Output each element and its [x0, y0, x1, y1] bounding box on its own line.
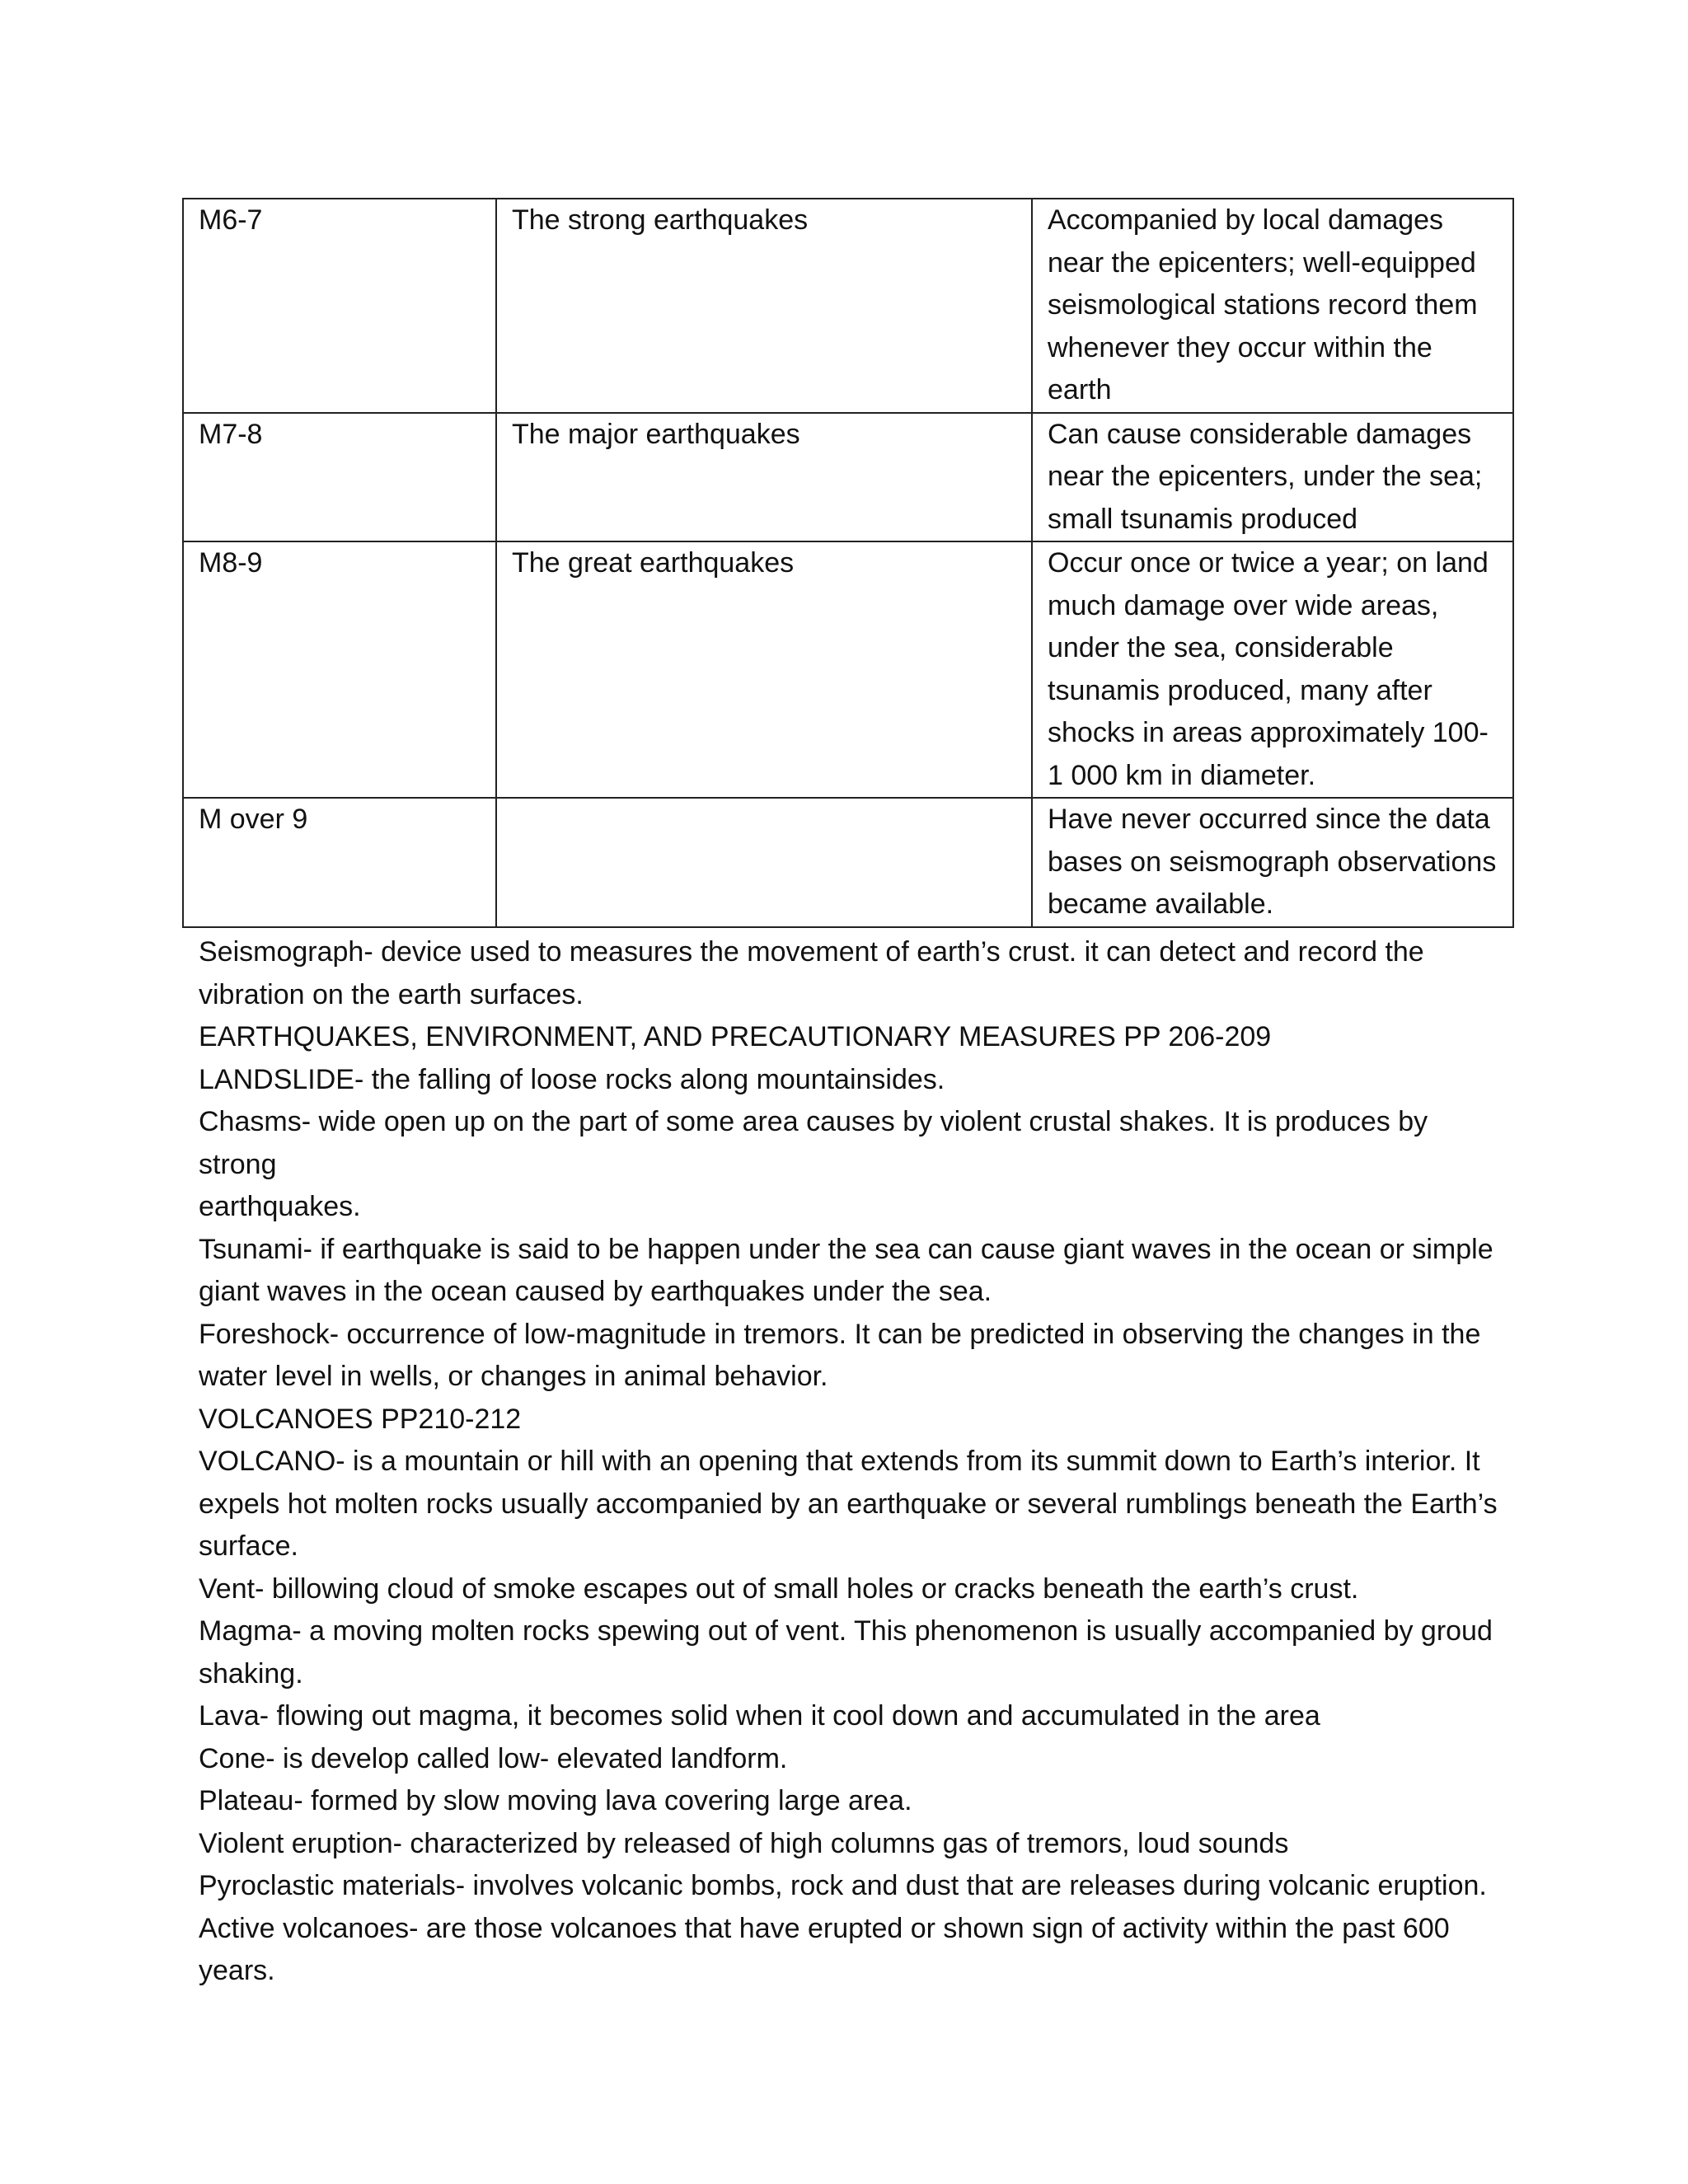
effects-cell [1032, 413, 1513, 542]
magnitude-label: M over 9 [199, 804, 308, 835]
paragraph-volcano: VOLCANO- is a mountain or hill with an opening that extends from its summit down to Earth’s interior. It expels hot molten rocks usually accompanied by an earthquake or several rumblings beneath the Earth’s surface. [199, 1446, 1498, 1562]
paragraph-tsunami: Tsunami- if earthquake is said to be happen under the sea can cause giant waves in the ocean or simple giant waves in the ocean caused by earthquakes under the sea. [199, 1233, 1493, 1307]
effects-text: Can cause considerable damages near the epicenters, under the sea; small tsunamis produced [1048, 418, 1483, 535]
class-name-label: The major earthquakes [512, 418, 800, 450]
paragraph-pyroclastic-materials: Pyroclastic materials- involves volcanic bombs, rock and dust that are releases during volcanic eruption. [199, 1870, 1487, 1901]
paragraph-violent-eruption: Violent eruption- characterized by released of high columns gas of tremors, loud sounds [199, 1827, 1289, 1859]
notes-body [199, 931, 1509, 1993]
class-name-label: The great earthquakes [512, 547, 795, 579]
heading-earthquakes-environment: EARTHQUAKES, ENVIRONMENT, AND PRECAUTIONARY MEASURES PP 206-209 [199, 1021, 1272, 1052]
paragraph-chasms: Chasms- wide open up on the part of some area causes by violent crustal shakes. It is produces by strong earthquakes. [199, 1106, 1428, 1222]
magnitude-label: M6-7 [199, 204, 263, 236]
magnitude-cell [183, 413, 496, 542]
class-name-cell [496, 199, 1032, 413]
heading-volcanoes: VOLCANOES PP210-212 [199, 1403, 522, 1435]
effects-text: Accompanied by local damages near the epicenters; well-equipped seismological stations record them whenever they occur within the earth [1048, 204, 1478, 405]
paragraph-cone: Cone- is develop called low- elevated landform. [199, 1742, 788, 1774]
magnitude-cell [183, 199, 496, 413]
class-name-cell [496, 798, 1032, 927]
paragraph-plateau: Plateau- formed by slow moving lava covering large area. [199, 1785, 912, 1816]
table-row [183, 541, 1513, 798]
effects-text: Occur once or twice a year; on land much damage over wide areas, under the sea, considerable tsunamis produced, many after shocks in areas approximately 100- 1 000 km in diameter. [1048, 547, 1489, 791]
paragraph-landslide: LANDSLIDE- the falling of loose rocks along mountainsides. [199, 1063, 945, 1095]
effects-text: Have never occurred since the data bases on seismograph observations became available. [1048, 804, 1497, 920]
magnitude-label: M7-8 [199, 418, 263, 450]
paragraph-active-volcanoes: Active volcanoes- are those volcanoes that have erupted or shown sign of activity within the past 600 years. [199, 1912, 1450, 1986]
paragraph-magma: Magma- a moving molten rocks spewing out of vent. This phenomenon is usually accompanied by groud shaking. [199, 1615, 1493, 1690]
effects-cell [1032, 541, 1513, 798]
paragraph-vent: Vent- billowing cloud of smoke escapes out of small holes or cracks beneath the earth’s crust. [199, 1572, 1359, 1605]
paragraph-foreshock: Foreshock- occurrence of low-magnitude in tremors. It can be predicted in observing the changes in the water level in wells, or changes in animal behavior. [199, 1318, 1481, 1392]
effects-cell [1032, 199, 1513, 413]
class-name-cell [496, 541, 1032, 798]
magnitude-cell [183, 798, 496, 927]
magnitude-table [182, 198, 1514, 928]
table-row [183, 798, 1513, 927]
paragraph-lava: Lava- flowing out magma, it becomes solid when it cool down and accumulated in the area [199, 1700, 1320, 1732]
class-name-label: The strong earthquakes [512, 204, 809, 236]
paragraph-seismograph: Seismograph- device used to measures the movement of earth’s crust. it can detect and record the vibration on the earth surfaces. [199, 936, 1424, 1010]
class-name-cell [496, 413, 1032, 542]
magnitude-label: M8-9 [199, 547, 263, 579]
table-row [183, 199, 1513, 413]
effects-cell [1032, 798, 1513, 927]
magnitude-cell [183, 541, 496, 798]
table-row [183, 413, 1513, 542]
